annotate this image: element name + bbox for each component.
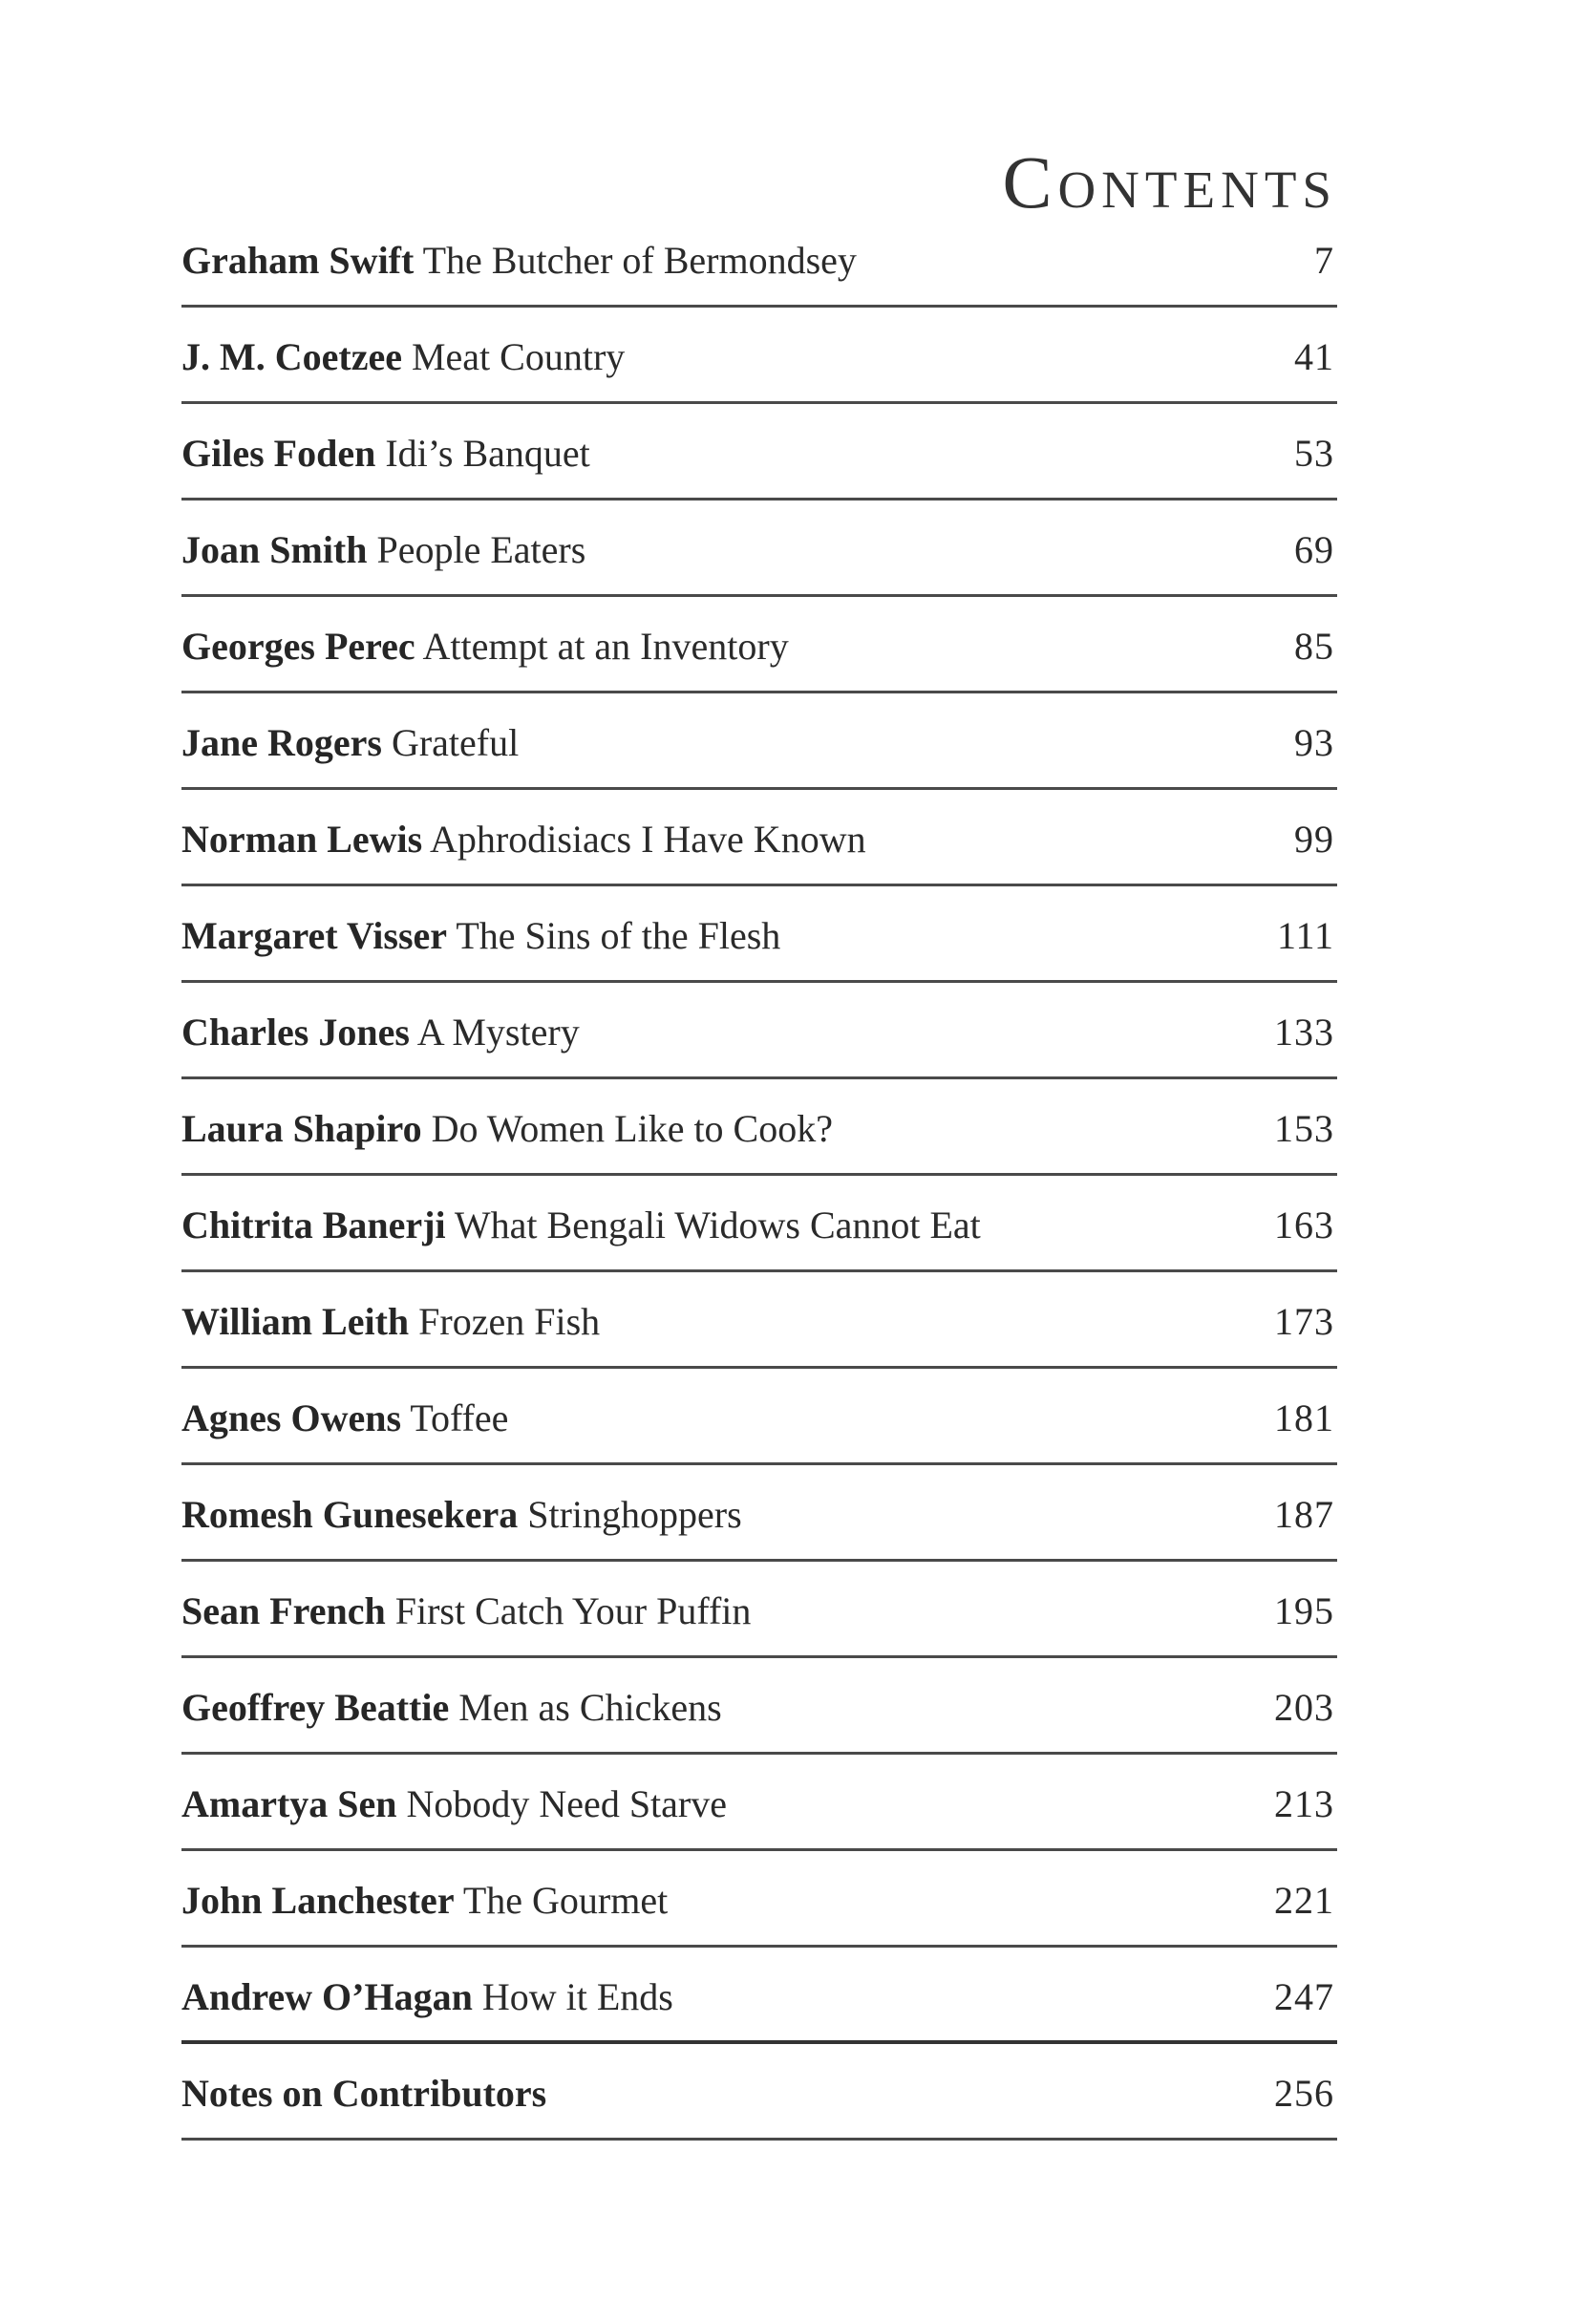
entry-author: Romesh Gunesekera xyxy=(181,1493,519,1536)
entry-section-label: Notes on Contributors xyxy=(181,2072,547,2115)
toc-entry[interactable] xyxy=(181,1369,1337,1465)
entry-title: Attempt at an Inventory xyxy=(422,625,789,668)
entry-title: Stringhoppers xyxy=(527,1493,742,1536)
entry-author: J. M. Coetzee xyxy=(181,335,402,378)
entry-title: What Bengali Widows Cannot Eat xyxy=(454,1204,981,1246)
entry-author: Sean French xyxy=(181,1589,386,1632)
toc-entry[interactable] xyxy=(181,1272,1337,1369)
entry-page-number: 133 xyxy=(1274,1011,1334,1054)
entry-page-number: 153 xyxy=(1274,1107,1334,1150)
entry-title: Do Women Like to Cook? xyxy=(431,1107,833,1150)
entry-text xyxy=(181,1590,751,1632)
entry-page-number: 41 xyxy=(1294,335,1334,378)
entry-text xyxy=(181,1880,668,1922)
entry-text xyxy=(181,915,780,957)
entry-page-number: 85 xyxy=(1294,625,1334,668)
entry-text xyxy=(181,722,519,764)
entry-title: Men as Chickens xyxy=(458,1686,722,1729)
entry-title: Meat Country xyxy=(411,335,626,378)
entry-author: William Leith xyxy=(181,1300,410,1343)
toc-entry-notes-on-contributors[interactable] xyxy=(181,2044,1337,2141)
entry-page-number: 111 xyxy=(1276,914,1334,957)
entry-text xyxy=(181,240,857,282)
entry-page-number: 221 xyxy=(1274,1879,1334,1922)
entry-title: The Gourmet xyxy=(462,1879,669,1922)
toc-entry[interactable] xyxy=(181,886,1337,983)
entry-text xyxy=(181,336,625,378)
entry-page-number: 203 xyxy=(1274,1686,1334,1729)
entry-title: Grateful xyxy=(391,721,520,764)
toc-entry[interactable] xyxy=(181,790,1337,886)
entry-page-number: 7 xyxy=(1314,239,1334,282)
toc-entry[interactable] xyxy=(181,1562,1337,1658)
toc-entry[interactable] xyxy=(181,404,1337,501)
entry-title: People Eaters xyxy=(376,528,586,571)
entry-page-number: 163 xyxy=(1274,1204,1334,1246)
entry-page-number: 53 xyxy=(1294,432,1334,475)
entry-page-number: 99 xyxy=(1294,818,1334,861)
entry-author: Georges Perec xyxy=(181,625,415,668)
toc-entry[interactable] xyxy=(181,1658,1337,1755)
entry-text xyxy=(181,1397,508,1439)
toc-entry[interactable] xyxy=(181,211,1337,308)
entry-page-number: 256 xyxy=(1274,2072,1334,2115)
entry-author: Graham Swift xyxy=(181,239,415,282)
entry-text xyxy=(181,1783,727,1825)
entry-title: A Mystery xyxy=(416,1011,580,1054)
entry-author: Joan Smith xyxy=(181,528,368,571)
toc-entry[interactable] xyxy=(181,1755,1337,1851)
entry-page-number: 69 xyxy=(1294,528,1334,571)
entry-author: Norman Lewis xyxy=(181,818,423,861)
entry-author: Geoffrey Beattie xyxy=(181,1686,450,1729)
entry-page-number: 181 xyxy=(1274,1396,1334,1439)
entry-author: Andrew O’Hagan xyxy=(181,1975,473,2018)
entry-title: First Catch Your Puffin xyxy=(394,1589,752,1632)
entry-page-number: 247 xyxy=(1274,1975,1334,2018)
toc-entry[interactable] xyxy=(181,1851,1337,1948)
entry-title: Toffee xyxy=(410,1396,509,1439)
entry-page-number: 195 xyxy=(1274,1589,1334,1632)
entry-text xyxy=(181,1108,833,1150)
page-title: Contents xyxy=(1002,140,1337,224)
entry-text xyxy=(181,1687,722,1729)
entry-text xyxy=(181,626,789,668)
entry-text xyxy=(181,1204,981,1246)
entry-title: Idi’s Banquet xyxy=(385,432,590,475)
entry-text xyxy=(181,1976,673,2018)
entry-author: John Lanchester xyxy=(181,1879,455,1922)
entry-text xyxy=(181,819,866,861)
entry-author: Giles Foden xyxy=(181,432,376,475)
entry-text xyxy=(181,2073,546,2115)
toc-entry[interactable] xyxy=(181,501,1337,597)
entry-page-number: 213 xyxy=(1274,1782,1334,1825)
entry-author: Agnes Owens xyxy=(181,1396,402,1439)
entry-author: Jane Rogers xyxy=(181,721,382,764)
entry-text xyxy=(181,529,585,571)
entry-text xyxy=(181,1301,600,1343)
entry-title: Aphrodisiacs I Have Known xyxy=(430,818,866,861)
entry-author: Amartya Sen xyxy=(181,1782,397,1825)
toc-entry[interactable] xyxy=(181,1948,1337,2044)
entry-page-number: 187 xyxy=(1274,1493,1334,1536)
entry-author: Chitrita Banerji xyxy=(181,1204,446,1246)
entry-title: The Butcher of Bermondsey xyxy=(422,239,857,282)
entry-author: Charles Jones xyxy=(181,1011,410,1054)
entry-text xyxy=(181,1012,580,1054)
entry-title: Nobody Need Starve xyxy=(406,1782,727,1825)
toc-entry[interactable] xyxy=(181,1079,1337,1176)
toc-entry[interactable] xyxy=(181,597,1337,693)
toc-entry[interactable] xyxy=(181,693,1337,790)
entry-text xyxy=(181,433,590,475)
toc-entry[interactable] xyxy=(181,1465,1337,1562)
toc-entry[interactable] xyxy=(181,308,1337,404)
entry-text xyxy=(181,1494,742,1536)
entry-page-number: 173 xyxy=(1274,1300,1334,1343)
entry-title: The Sins of the Flesh xyxy=(456,914,781,957)
toc-entry[interactable] xyxy=(181,1176,1337,1272)
entry-title: Frozen Fish xyxy=(418,1300,601,1343)
entry-author: Margaret Visser xyxy=(181,914,448,957)
entry-author: Laura Shapiro xyxy=(181,1107,422,1150)
entry-page-number: 93 xyxy=(1294,721,1334,764)
table-of-contents xyxy=(181,211,1337,2141)
toc-entry[interactable] xyxy=(181,983,1337,1079)
entry-title: How it Ends xyxy=(481,1975,673,2018)
